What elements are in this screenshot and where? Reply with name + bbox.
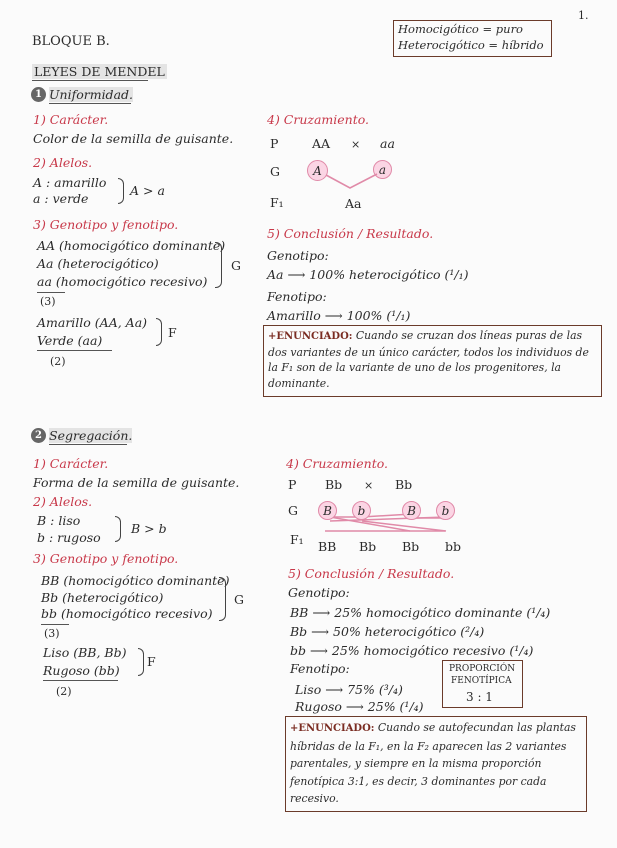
s2-genotipo-label: 3) Genotipo y fenotipo.: [33, 551, 179, 566]
s2-gamete-B-2: B: [402, 501, 421, 520]
s2-enunciado-text: Cuando se autofecundan las plantas híbridas de la F₁, en la F₂ aparecen las 2 variantes parentales, y siempre en la misma proporción fenotípica 3:1, es decir, 3 dominantes por cada recesivo.: [290, 721, 576, 805]
s1-dominance: A > a: [130, 183, 165, 198]
s1-fenotipo-heading: Fenotipo:: [267, 289, 327, 304]
s1-gamete-a: a: [373, 160, 392, 179]
s2-cross-symbol: ×: [364, 479, 374, 492]
section-2-number: 2: [31, 428, 46, 443]
s1-fenotipo-1: Amarillo (AA, Aa): [37, 315, 148, 330]
s2-alelo-1: B : liso: [37, 513, 81, 528]
s2-g-label: G: [288, 503, 298, 518]
s1-f1-label: F₁: [270, 195, 284, 210]
proportion-line-1: PROPORCIÓN: [449, 664, 516, 674]
s2-genotipo-result-3: bb ⟶ 25% homocigótico recesivo (¹/₄): [290, 643, 534, 658]
s1-genotipo-result: Aa ⟶ 100% heterocigótico (¹/₁): [267, 267, 469, 282]
s2-result-bb: bb: [445, 539, 462, 554]
s1-gamete-A: A: [307, 160, 328, 181]
s1-enunciado-text: Cuando se cruzan dos líneas puras de las dos variantes de un único carácter, todos los individuos de la F₁ son de la variante de uno de los progenitores, la dominante.: [268, 329, 589, 390]
s1-cruzamiento-label: 4) Cruzamiento.: [267, 112, 370, 127]
s2-caracter-label: 1) Carácter.: [33, 456, 109, 471]
page-number: 1.: [578, 9, 589, 22]
section-1-title: Uniformidad.: [49, 87, 133, 102]
s1-genotipo-3: aa (homocigótico recesivo): [37, 274, 208, 289]
s1-genotipo-1: AA (homocigótico dominante): [37, 238, 226, 253]
s1-genotipo-label: 3) Genotipo y fenotipo.: [33, 217, 179, 232]
s2-fenotipo-brace: [138, 648, 144, 676]
s2-genotipo-letter: G: [234, 592, 244, 607]
s2-dominance: B > b: [131, 521, 167, 536]
section-2-underline: [49, 444, 127, 445]
s2-parent-1: Bb: [325, 477, 343, 492]
s2-fenotipo-1: Liso (BB, Bb): [43, 645, 127, 660]
s1-cross-symbol: ×: [351, 138, 361, 151]
s1-parent-2: aa: [380, 136, 395, 151]
s1-parent-1: AA: [312, 136, 331, 151]
s1-enunciado-label: +ENUNCIADO:: [268, 331, 353, 342]
page-title: BLOQUE B.: [32, 34, 110, 49]
s2-caracter-text: Forma de la semilla de guisante.: [33, 475, 240, 490]
section-1-number: 1: [31, 87, 46, 102]
s1-caracter-text: Color de la semilla de guisante.: [33, 131, 234, 146]
s2-genotipo-1: BB (homocigótico dominante): [41, 573, 230, 588]
s1-alelos-label: 2) Alelos.: [33, 155, 93, 170]
legend-homocigotico: Homocigótico = puro: [398, 22, 523, 36]
s2-result-Bb-1: Bb: [359, 539, 377, 554]
s2-gamete-b-2: b: [436, 501, 455, 520]
proportion-line-2: FENOTÍPICA: [451, 676, 512, 686]
s1-genotipo-letter: G: [231, 258, 241, 273]
s1-genotipo-2: Aa (heterocigótico): [37, 256, 159, 271]
s2-fenotipo-2: Rugoso (bb): [43, 663, 120, 678]
s2-genotipo-3: bb (homocigótico recesivo): [41, 606, 213, 621]
s2-gamete-B-1: B: [318, 501, 337, 520]
s1-genotipo-count: (3): [40, 295, 56, 308]
s1-fenotipo-letter: F: [168, 325, 177, 340]
s1-g-label: G: [270, 164, 280, 179]
s2-alelos-brace: [115, 516, 121, 542]
s2-genotipo-count: (3): [44, 627, 60, 640]
legend-heterocigotico: Heterocigótico = híbrido: [398, 38, 544, 52]
s2-genotipo-result-2: Bb ⟶ 50% heterocigótico (²/₄): [290, 624, 485, 639]
s1-conclusion-label: 5) Conclusión / Resultado.: [267, 226, 434, 241]
s2-cruzamiento-label: 4) Cruzamiento.: [286, 456, 389, 471]
s2-genotipo-brace: [219, 577, 226, 621]
s2-fenotipo-letter: F: [147, 654, 156, 669]
s2-result-Bb-2: Bb: [402, 539, 420, 554]
proportion-value: 3 : 1: [466, 690, 493, 704]
s2-fenotipo-count: (2): [56, 685, 72, 698]
subtitle: LEYES DE MENDEL: [34, 64, 165, 79]
s2-enunciado: [290, 719, 585, 808]
s1-genotipo-heading: Genotipo:: [267, 248, 329, 263]
s2-fenotipo-result-1: Liso ⟶ 75% (³/₄): [295, 682, 403, 697]
s1-caracter-label: 1) Carácter.: [33, 112, 109, 127]
s1-enunciado: [268, 328, 600, 391]
s2-result-BB: BB: [318, 539, 337, 554]
s1-alelo-2: a : verde: [33, 191, 89, 206]
s2-alelo-2: b : rugoso: [37, 530, 101, 545]
s2-genotipo-result-1: BB ⟶ 25% homocigótico dominante (¹/₄): [290, 605, 551, 620]
s2-conclusion-label: 5) Conclusión / Resultado.: [288, 566, 455, 581]
s1-fenotipo-count: (2): [50, 355, 66, 368]
section-2-title: Segregación.: [49, 428, 133, 443]
s2-genotipo-heading: Genotipo:: [288, 585, 350, 600]
s2-gamete-b-1: b: [352, 501, 371, 520]
s1-f1-result: Aa: [345, 196, 362, 211]
s1-fenotipo-2: Verde (aa): [37, 333, 103, 348]
s2-alelos-label: 2) Alelos.: [33, 494, 93, 509]
s2-enunciado-label: +ENUNCIADO:: [290, 723, 375, 734]
s1-p-label: P: [270, 136, 279, 151]
s2-parent-2: Bb: [395, 477, 413, 492]
s1-fenotipo-result: Amarillo ⟶ 100% (¹/₁): [267, 308, 411, 323]
s2-fenotipo-result-2: Rugoso ⟶ 25% (¹/₄): [295, 699, 424, 714]
s2-genotipo-2: Bb (heterocigótico): [41, 590, 164, 605]
s2-f1-label: F₁: [290, 532, 304, 547]
s2-fenotipo-heading: Fenotipo:: [290, 661, 350, 676]
s2-p-label: P: [288, 477, 297, 492]
s1-alelo-1: A : amarillo: [33, 175, 107, 190]
s2-fenotipo-rule: [43, 680, 118, 681]
